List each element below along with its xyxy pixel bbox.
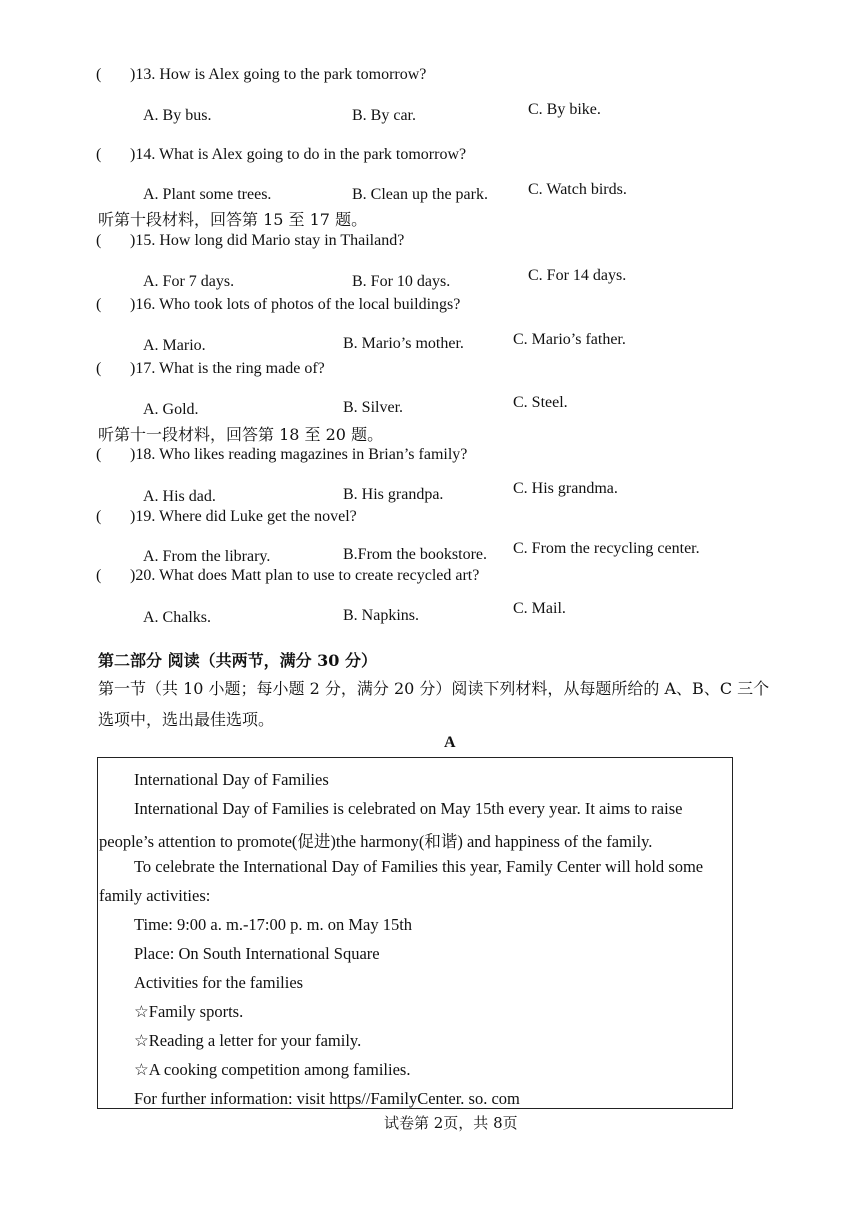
question-19-option-c: C. From the recycling center.	[513, 540, 700, 557]
question-18-option-b: B. His grandpa.	[343, 486, 444, 503]
passage-paragraph-2-line-2: family activities:	[99, 886, 211, 905]
section-11-instruction: 听第十一段材料，回答第 18 至 20 题。	[98, 425, 384, 444]
passage-activities-heading: Activities for the families	[134, 973, 304, 992]
passage-activity-3: ☆A cooking competition among families.	[134, 1060, 411, 1079]
question-13-option-b: B. By car.	[352, 107, 416, 124]
part-2-heading: 第二部分 阅读（共两节，满分 30 分）	[98, 651, 377, 670]
question-13-option-a: A. By bus.	[143, 107, 212, 124]
passage-paragraph-2-line-1: To celebrate the International Day of Families this year, Family Center will hold some	[134, 857, 704, 876]
question-14-option-c: C. Watch birds.	[528, 181, 627, 198]
section-10-instruction: 听第十段材料，回答第 15 至 17 题。	[98, 210, 368, 229]
question-13-option-c: C. By bike.	[528, 101, 601, 118]
question-17-option-c: C. Steel.	[513, 394, 568, 411]
question-14-option-a: A. Plant some trees.	[143, 186, 272, 203]
question-19-option-b: B.From the bookstore.	[343, 546, 487, 563]
question-20-option-a: A. Chalks.	[143, 609, 211, 626]
question-20-option-b: B. Napkins.	[343, 607, 419, 624]
passage-activity-1: ☆Family sports.	[134, 1002, 244, 1021]
question-17-option-a: A. Gold.	[143, 401, 199, 418]
question-18-stem: )18. Who likes reading magazines in Brian’s family?	[130, 446, 468, 463]
question-14-paren: (	[96, 146, 102, 163]
passage-paragraph-1-line-2: people’s attention to promote(促进)the harmony(和谐) and happiness of the family.	[99, 832, 653, 851]
question-15-option-a: A. For 7 days.	[143, 273, 235, 290]
question-18-option-a: A. His dad.	[143, 488, 216, 505]
question-15-stem: )15. How long did Mario stay in Thailand?	[130, 232, 405, 249]
question-15-paren: (	[96, 232, 102, 249]
question-16-option-c: C. Mario’s father.	[513, 331, 626, 348]
question-13-paren: (	[96, 66, 102, 83]
question-16-paren: (	[96, 296, 102, 313]
passage-time: Time: 9:00 a. m.-17:00 p. m. on May 15th	[134, 915, 413, 934]
passage-further-info: For further information: visit https//FamilyCenter. so. com	[134, 1089, 520, 1108]
question-17-stem: )17. What is the ring made of?	[130, 360, 325, 377]
question-19-stem: )19. Where did Luke get the novel?	[130, 508, 357, 525]
question-15-option-b: B. For 10 days.	[352, 273, 451, 290]
passage-activity-2: ☆Reading a letter for your family.	[134, 1031, 362, 1050]
passage-place: Place: On South International Square	[134, 944, 380, 963]
part-2-section-1-instruction-line-1: 第一节（共 10 小题；每小题 2 分，满分 20 分）阅读下列材料，从每题所给的 A、B、C 三个	[98, 679, 770, 698]
question-18-option-c: C. His grandma.	[513, 480, 618, 497]
question-20-paren: (	[96, 567, 102, 584]
question-16-stem: )16. Who took lots of photos of the local buildings?	[130, 296, 461, 313]
question-16-option-a: A. Mario.	[143, 337, 206, 354]
passage-title: International Day of Families	[134, 770, 329, 789]
page-number-footer: 试卷第 2页，共 8页	[384, 1114, 518, 1132]
question-14-option-b: B. Clean up the park.	[352, 186, 488, 203]
question-19-option-a: A. From the library.	[143, 548, 271, 565]
question-15-option-c: C. For 14 days.	[528, 267, 627, 284]
question-20-stem: )20. What does Matt plan to use to create recycled art?	[130, 567, 480, 584]
question-18-paren: (	[96, 446, 102, 463]
question-16-option-b: B. Mario’s mother.	[343, 335, 464, 352]
question-19-paren: (	[96, 508, 102, 525]
passage-box	[97, 757, 733, 1109]
question-13-stem: )13. How is Alex going to the park tomorrow?	[130, 66, 427, 83]
question-20-option-c: C. Mail.	[513, 600, 566, 617]
question-17-option-b: B. Silver.	[343, 399, 404, 416]
part-2-section-1-instruction-line-2: 选项中，选出最佳选项。	[98, 710, 275, 729]
question-17-paren: (	[96, 360, 102, 377]
question-14-stem: )14. What is Alex going to do in the park tomorrow?	[130, 146, 467, 163]
passage-letter: A	[444, 734, 456, 751]
passage-paragraph-1-line-1: International Day of Families is celebrated on May 15th every year. It aims to raise	[134, 799, 683, 818]
